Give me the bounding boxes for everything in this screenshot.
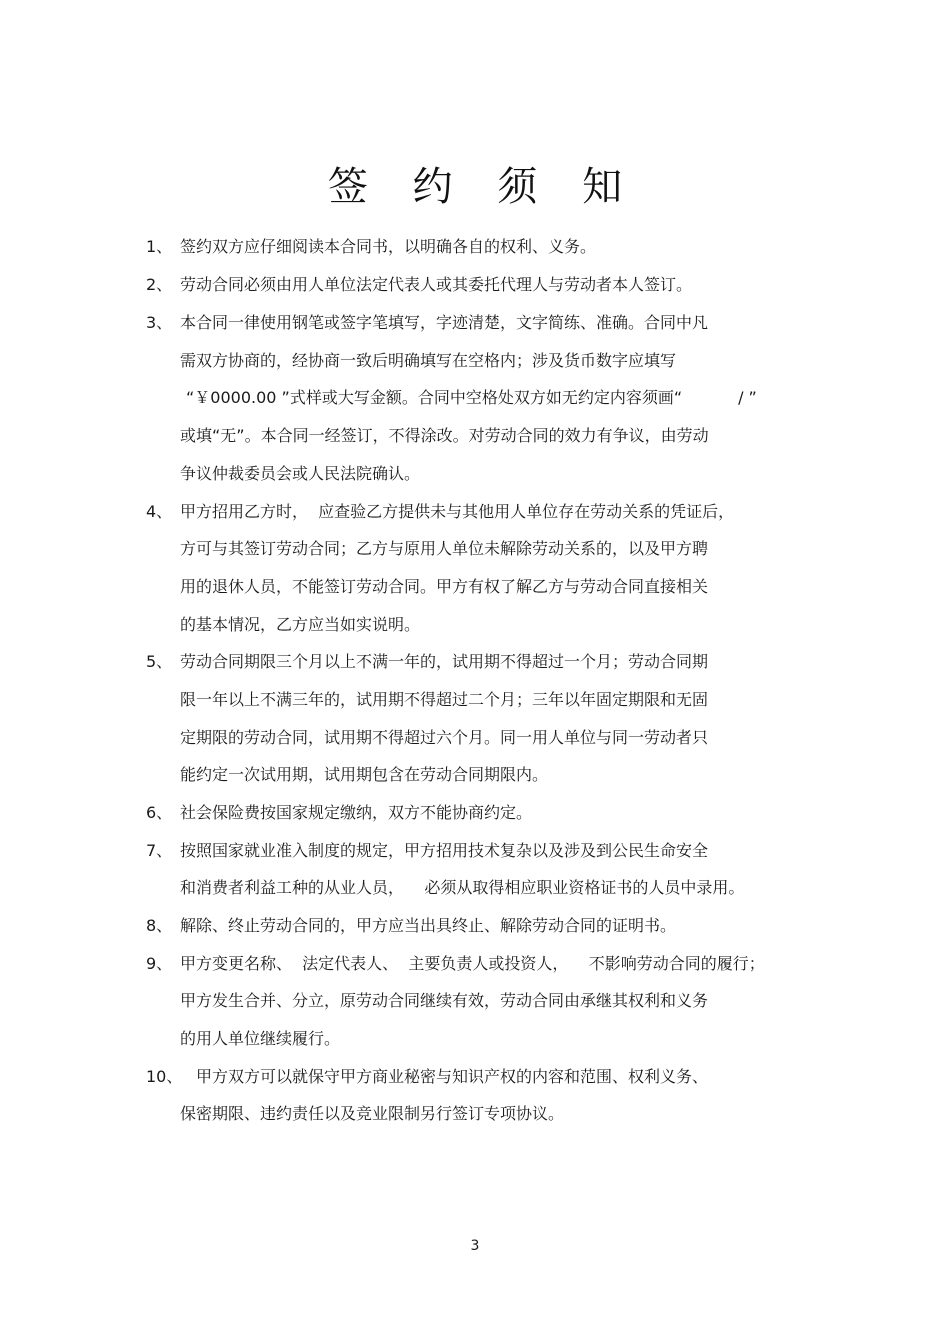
item-line: 用的退休人员，不能签订劳动合同。甲方有权了解乙方与劳动合同直接相关 xyxy=(180,577,709,596)
item-line: 劳动合同必须由用人单位法定代表人或其委托代理人与劳动者本人签订。 xyxy=(180,275,693,294)
item-line: 本合同一律使用钢笔或签字笔填写，字迹清楚，文字简练、准确。合同中凡 xyxy=(180,313,709,332)
item-line: 定期限的劳动合同，试用期不得超过六个月。同一用人单位与同一劳动者只 xyxy=(180,728,709,747)
item-number: 6、 xyxy=(146,803,173,822)
item-line: 能约定一次试用期，试用期包含在劳动合同期限内。 xyxy=(180,765,549,784)
item-line: 甲方发生合并、分立，原劳动合同继续有效，劳动合同由承继其权利和义务 xyxy=(180,991,709,1010)
item-number: 3、 xyxy=(146,313,173,332)
item-line: 按照国家就业准入制度的规定，甲方招用技术复杂以及涉及到公民生命安全 xyxy=(180,841,709,860)
item-number: 2、 xyxy=(146,275,173,294)
item-number: 8、 xyxy=(146,916,173,935)
item-line: 需双方协商的，经协商一致后明确填写在空格内；涉及货币数字应填写 xyxy=(180,351,677,370)
item-line: 保密期限、违约责任以及竞业限制另行签订专项协议。 xyxy=(180,1104,565,1123)
page-title: 签 约 须 知 xyxy=(327,163,639,210)
item-number: 10、 xyxy=(146,1067,183,1086)
item-line: 限一年以上不满三年的，试用期不得超过二个月；三年以年固定期限和无固 xyxy=(180,690,709,709)
item-line: 甲方招用乙方时， 应查验乙方提供未与其他用人单位存在劳动关系的凭证后， xyxy=(180,502,735,521)
item-line: “￥0000.00 ”式样或大写金额。合同中空格处双方如无约定内容须画“ / ” xyxy=(186,388,757,407)
item-line: 社会保险费按国家规定缴纳，双方不能协商约定。 xyxy=(180,803,533,822)
item-line: 甲方双方可以就保守甲方商业秘密与知识产权的内容和范围、权利义务、 xyxy=(196,1067,709,1086)
item-line: 甲方变更名称、 法定代表人、 主要负责人或投资人， 不影响劳动合同的履行； xyxy=(180,954,765,973)
item-number: 1、 xyxy=(146,237,173,256)
item-line: 和消费者利益工种的从业人员， 必须从取得相应职业资格证书的人员中录用。 xyxy=(180,878,745,897)
item-number: 5、 xyxy=(146,652,173,671)
item-number: 4、 xyxy=(146,502,173,521)
item-line: 解除、终止劳动合同的，甲方应当出具终止、解除劳动合同的证明书。 xyxy=(180,916,677,935)
item-line: 或填“无”。本合同一经签订，不得涂改。对劳动合同的效力有争议，由劳动 xyxy=(180,426,709,445)
page-number: 3 xyxy=(470,1238,480,1254)
item-line: 签约双方应仔细阅读本合同书，以明确各自的权利、义务。 xyxy=(180,237,597,256)
item-line: 方可与其签订劳动合同；乙方与原用人单位未解除劳动关系的，以及甲方聘 xyxy=(180,539,709,558)
item-line: 的基本情况，乙方应当如实说明。 xyxy=(180,615,421,634)
item-line: 的用人单位继续履行。 xyxy=(180,1029,341,1048)
item-line: 争议仲裁委员会或人民法院确认。 xyxy=(180,464,421,483)
item-line: 劳动合同期限三个月以上不满一年的，试用期不得超过一个月；劳动合同期 xyxy=(180,652,709,671)
item-number: 7、 xyxy=(146,841,173,860)
item-number: 9、 xyxy=(146,954,173,973)
